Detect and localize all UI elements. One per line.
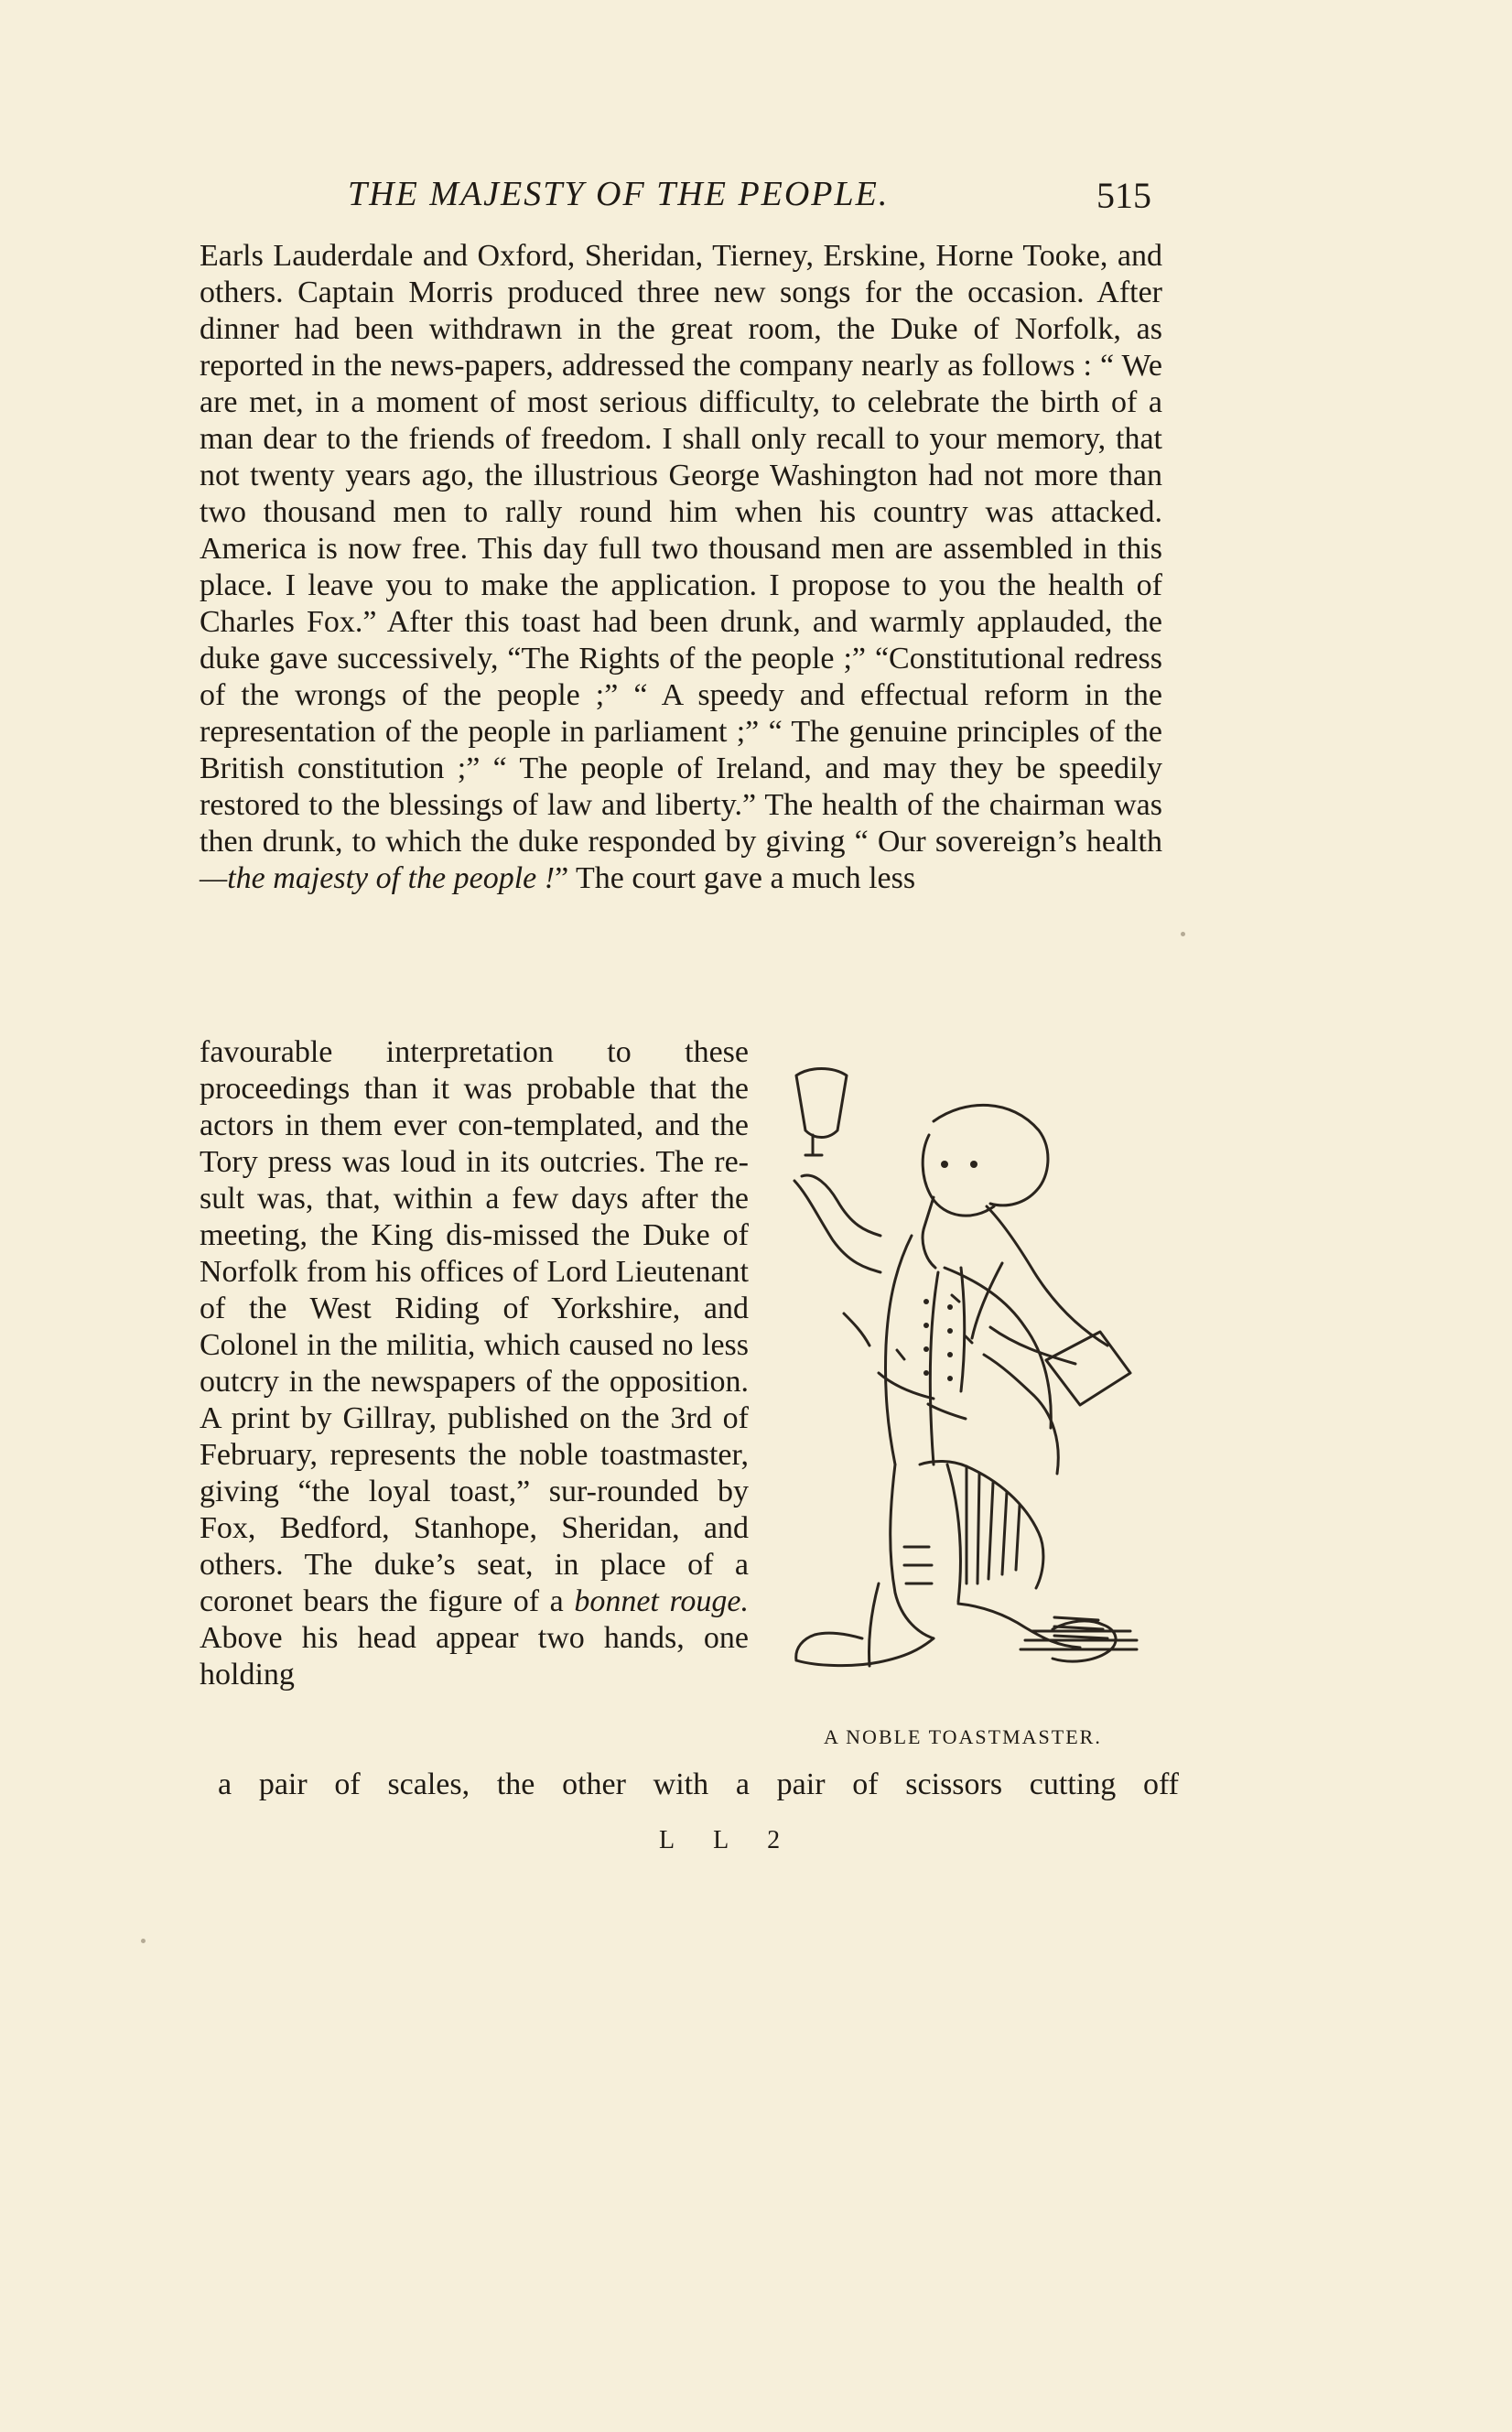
float-text-column	[200, 1034, 749, 1693]
after-italic-text: ” The court gave a much less	[555, 861, 916, 895]
figure-caption: A NOBLE TOASTMASTER.	[824, 1725, 1102, 1748]
page-number: 515	[1096, 175, 1151, 216]
float-text-before: favourable interpretation to these proceedings than it was probable that the actors in them ever con-templated, and the Tory press was loud in its outcries. The re-sult was, that, within a few days after the meeting, the King dis-missed the Duke of Norfolk from his offices of Lord Lieutenant of the West Riding of Yorkshire, and Colonel in the militia, which caused no less outcry in the newspapers of the opposition. A print by Gillray, published on the 3rd of February, represents the noble toastmaster, giving “the loyal toast,” sur-rounded by Fox, Bedford, Stanhope, Sheridan, and others. The duke’s seat, in place of a coronet bears the figure of a	[200, 1035, 749, 1618]
page-speck	[141, 1939, 146, 1943]
signature-mark: L L 2	[659, 1826, 797, 1854]
page-speck	[1181, 932, 1185, 936]
italic-phrase: —the majesty of the people !	[200, 861, 556, 895]
float-text-after: Above his head appear two hands, one holding	[200, 1621, 749, 1692]
main-text-block	[200, 238, 1162, 897]
final-line: a pair of scales, the other with a pair of scissors cutting off	[218, 1767, 1179, 1801]
main-paragraph-text: Earls Lauderdale and Oxford, Sheridan, Tierney, Erskine, Horne Tooke, and others. Captain Morris produced three new songs for the occasion. After dinner had been withdrawn in the great room, the Duke of Norfolk, as reported in the news-papers, addressed the company nearly as follows : “ We are met, in a moment of most serious difficulty, to celebrate the birth of a man dear to the friends of freedom. I shall only recall to your memory, that not twenty years ago, the illustrious George Washington had not more than two thousand men to rally round him when his country was attacked. America is now free. This day full two thousand men are assembled in this place. I leave you to make the application. I propose to you the health of Charles Fox.” After this toast had been drunk, and warmly applauded, the duke gave successively, “The Rights of the people ;” “Constitutional redress of the wrongs of the people ;” “ A speedy and effectual reform in the representation of the people in parliament ;” “ The genuine principles of the British constitution ;” “ The people of Ireland, and may they be speedily restored to the blessings of law and liberty.” The health of the chairman was then drunk, to which the duke responded by giving “ Our sovereign’s health	[200, 239, 1162, 859]
float-italic-phrase: bonnet rouge.	[574, 1584, 750, 1618]
toastmaster-illustration	[778, 1034, 1144, 1712]
running-head: THE MAJESTY OF THE PEOPLE.	[348, 175, 890, 213]
